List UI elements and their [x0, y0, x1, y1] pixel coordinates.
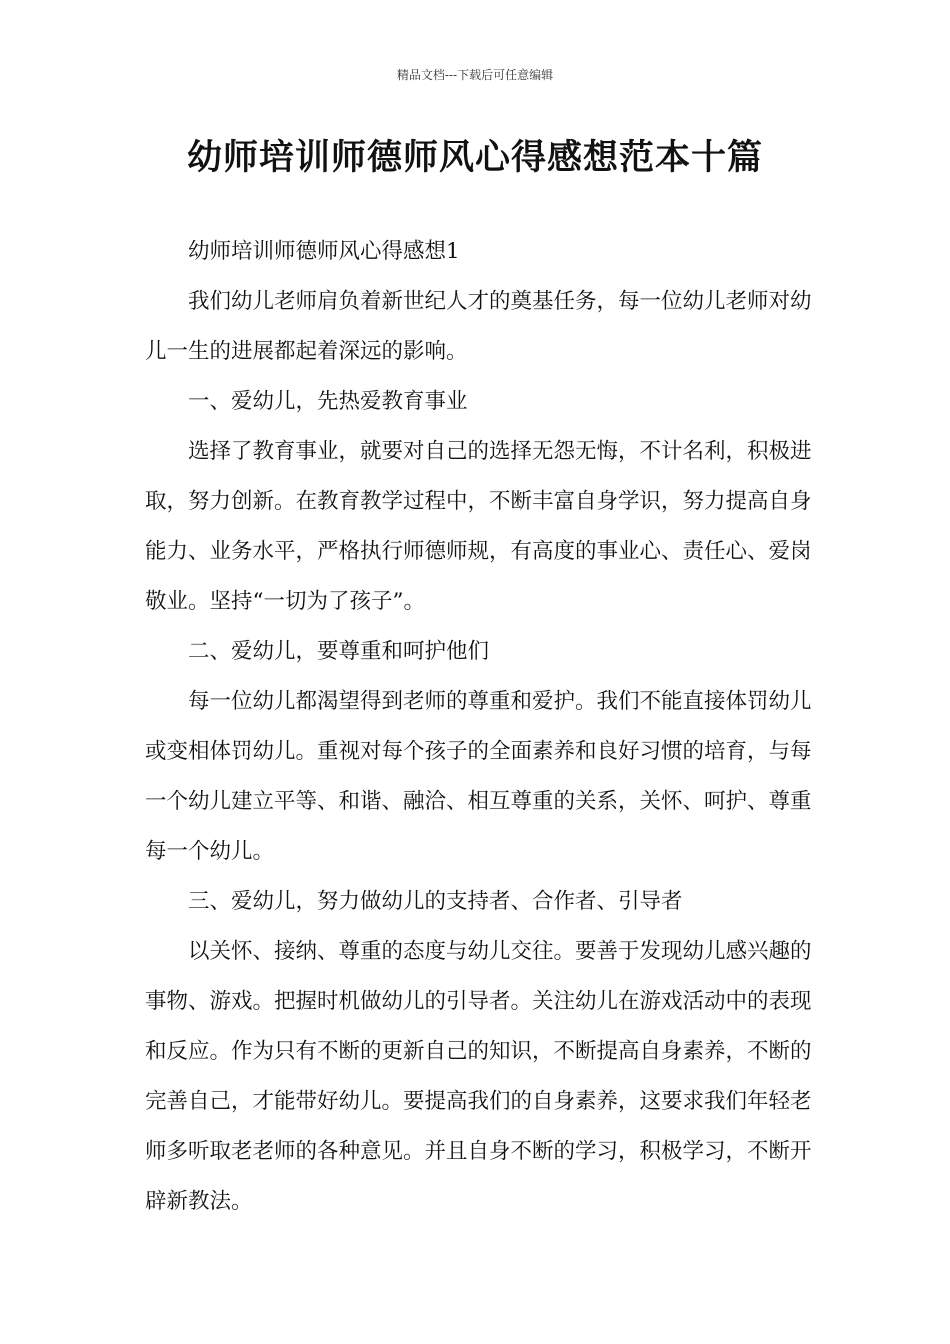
section-heading: 幼师培训师德师风心得感想1	[188, 239, 460, 264]
paragraph: 我们幼儿老师肩负着新世纪人才的奠基任务，每一位幼儿老师对幼儿一生的进展都起着深远的影响。	[145, 289, 812, 364]
section-heading: 二、爱幼儿，要尊重和呵护他们	[188, 639, 490, 664]
section-heading: 一、爱幼儿，先热爱教育事业	[188, 389, 468, 414]
document-title: 幼师培训师德师风心得感想范本十篇	[186, 138, 763, 178]
header-note: 精品文档---下载后可任意编辑	[396, 68, 554, 82]
paragraph: 选择了教育事业，就要对自己的选择无怨无悔，不计名利，积极进取，努力创新。在教育教学过程中，不断丰富自身学识，努力提高自身能力、业务水平，严格执行师德师规，有高度的事业心、责任心、爱岗敬业。坚持“一切为了孩子”。	[145, 439, 812, 614]
section-heading: 三、爱幼儿，努力做幼儿的支持者、合作者、引导者	[188, 889, 683, 914]
document-body	[145, 227, 821, 1227]
paragraph: 以关怀、接纳、尊重的态度与幼儿交往。要善于发现幼儿感兴趣的事物、游戏。把握时机做幼儿的引导者。关注幼儿在游戏活动中的表现和反应。作为只有不断的更新自己的知识，不断提高自身素养，不断的完善自己，才能带好幼儿。要提高我们的自身素养，这要求我们年轻老师多听取老老师的各种意见。并且自身不断的学习，积极学习，不断开辟新教法。	[145, 939, 812, 1214]
paragraph: 每一位幼儿都渴望得到老师的尊重和爱护。我们不能直接体罚幼儿或变相体罚幼儿。重视对每个孩子的全面素养和良好习惯的培育，与每一个幼儿建立平等、和谐、融洽、相互尊重的关系，关怀、呵护、尊重每一个幼儿。	[145, 689, 812, 864]
